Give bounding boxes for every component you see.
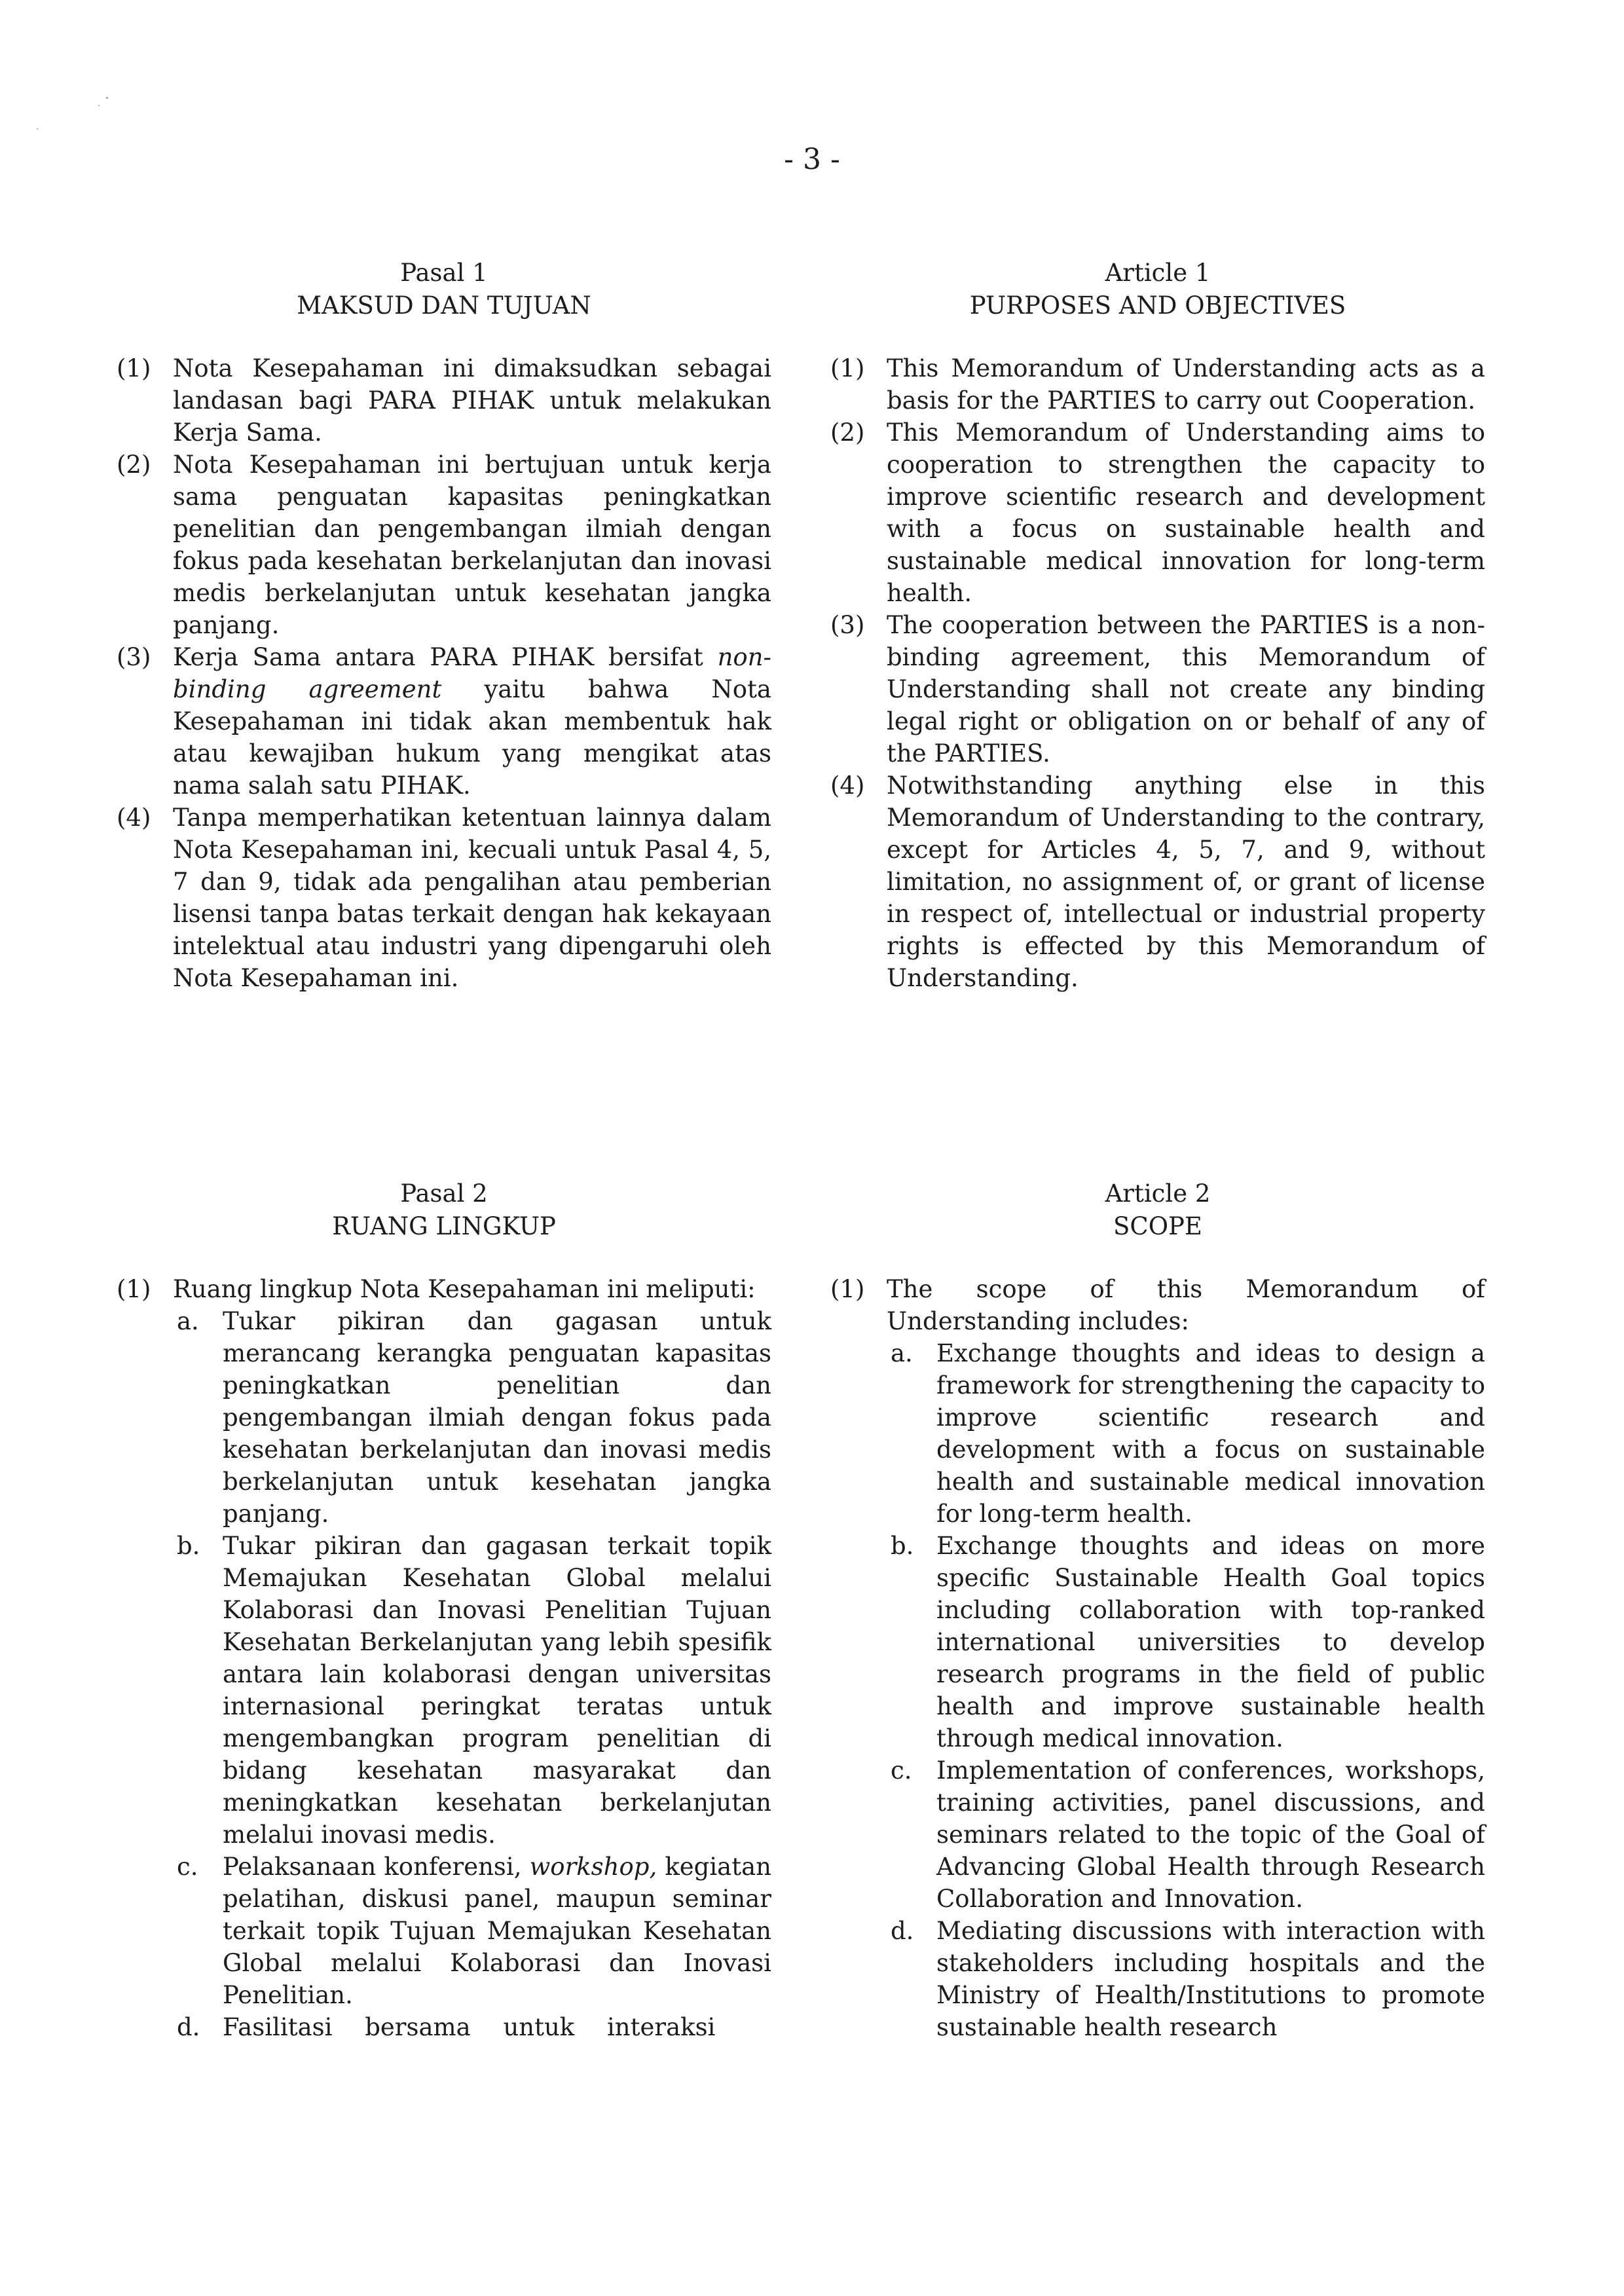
sub-clause-text: Tukar pikiran dan gagasan terkait topik Memajukan Kesehatan Global melalui Kolaborasi dan Inovasi Penelitian Tujuan Kesehatan Berkelanjutan yang lebih spesifik antara lain kolaborasi dengan universitas internasional peringkat teratas untuk mengembangkan program penelitian di bidang kesehatan masyarakat dan meningkatkan kesehatan berkelanjutan melalui inovasi medis.	[223, 1532, 771, 1849]
article-heading	[830, 1177, 1485, 1243]
clause-number: (1)	[117, 354, 151, 382]
article-1-indonesian	[117, 257, 771, 994]
clause-number: (2)	[830, 418, 865, 447]
clause-text: Notwithstanding anything else in this Memorandum of Understanding to the contrary, except for Articles 4, 5, 7, and 9, without limitation, no assignment of, or grant of license in respect of, intellectual or industrial property rights is effected by this Memorandum of Understanding.	[887, 771, 1485, 992]
clause-text: This Memorandum of Understanding aims to cooperation to strengthen the capacity to improve scientific research and development with a focus on sustainable health and sustainable medical innovation for long-term health.	[887, 418, 1485, 607]
sub-clause-letter: b.	[891, 1532, 914, 1560]
clause-text	[173, 641, 771, 802]
article-heading	[117, 257, 771, 322]
clause-number: (3)	[830, 611, 865, 639]
sub-clause	[173, 1851, 771, 2011]
sub-clause-text: Exchange thoughts and ideas to design a framework for strengthening the capacity to improve scientific research and development with a focus on sustainable health and sustainable medical innovation for long-term health.	[936, 1339, 1485, 1528]
article-title: RUANG LINGKUP	[332, 1212, 556, 1240]
article-heading	[830, 257, 1485, 322]
sub-clause-text-part: kegiatan pelatihan, diskusi panel, maupun seminar terkait topik Tujuan Memajukan Kesehatan Global melalui Kolaborasi dan Inovasi Penelitian.	[223, 1853, 771, 2009]
clause-number: (1)	[117, 1275, 151, 1303]
clause	[117, 641, 771, 802]
sub-clause-text-part: Pelaksanaan konferensi,	[223, 1853, 530, 1881]
page-number: - 3 -	[784, 143, 840, 176]
article-label: Pasal 1	[400, 259, 488, 287]
sub-clause	[173, 1305, 771, 1530]
sub-clause-letter: d.	[177, 2013, 200, 2041]
article-2-indonesian	[117, 1177, 771, 2043]
clause-intro: The scope of this Memorandum of Understanding includes:	[887, 1275, 1485, 1335]
clause-text: Nota Kesepahaman ini bertujuan untuk kerja sama penguatan kapasitas peningkatkan penelitian dan pengembangan ilmiah dengan fokus pada kesehatan berkelanjutan dan inovasi medis berkelanjutan untuk kesehatan jangka panjang.	[173, 451, 771, 639]
clause-body	[887, 1273, 1485, 2043]
sub-clause-text: Exchange thoughts and ideas on more specific Sustainable Health Goal topics including collaboration with top-ranked international universities to develop research programs in the field of public health and improve sustainable health through medical innovation.	[936, 1532, 1485, 1752]
clause	[830, 769, 1485, 994]
scan-speck	[106, 97, 108, 99]
sub-clause-letter: a.	[177, 1307, 199, 1335]
article-label: Pasal 2	[400, 1179, 488, 1208]
sub-clause-text-italic: workshop,	[529, 1853, 657, 1881]
clause	[117, 802, 771, 994]
clause	[830, 352, 1485, 417]
clause-number: (4)	[830, 771, 865, 800]
article-heading	[117, 1177, 771, 1243]
clause-number: (1)	[830, 354, 865, 382]
sub-clause	[887, 1915, 1485, 2043]
article-title: MAKSUD DAN TUJUAN	[297, 291, 591, 320]
clause-text-part: Kerja Sama antara PARA PIHAK bersifat	[173, 643, 718, 671]
scan-speck	[37, 128, 38, 130]
sub-clause-letter: a.	[891, 1339, 913, 1367]
sub-clause-letter: c.	[177, 1853, 198, 1881]
sub-clause-letter: b.	[177, 1532, 200, 1560]
clause-body	[173, 1273, 771, 2043]
sub-clause-letter: d.	[891, 1917, 914, 1945]
sub-clause-text: Tukar pikiran dan gagasan untuk merancang kerangka penguatan kapasitas peningkatkan penelitian dan pengembangan ilmiah dengan fokus pada kesehatan berkelanjutan dan inovasi medis berkelanjutan untuk kesehatan jangka panjang.	[223, 1307, 771, 1528]
sub-clause-text	[223, 1851, 771, 2011]
clause-text-part: yaitu bahwa Nota Kesepahaman ini tidak akan membentuk hak atau kewajiban hukum yang mengikat atas nama salah satu PIHAK.	[173, 675, 771, 800]
article-2-english	[830, 1177, 1485, 2043]
clause	[117, 352, 771, 449]
clause-text: Nota Kesepahaman ini dimaksudkan sebagai landasan bagi PARA PIHAK untuk melakukan Kerja Sama.	[173, 354, 771, 447]
sub-clause	[887, 1530, 1485, 1754]
clause	[830, 1273, 1485, 2043]
sub-clause	[887, 1337, 1485, 1530]
clause	[117, 1273, 771, 2043]
clause	[117, 449, 771, 641]
article-1-english	[830, 257, 1485, 994]
clause-number: (2)	[117, 451, 151, 479]
article-title: PURPOSES AND OBJECTIVES	[969, 291, 1346, 320]
article-label: Article 2	[1105, 1179, 1211, 1208]
clause-text: This Memorandum of Understanding acts as a basis for the PARTIES to carry out Cooperation.	[887, 354, 1485, 415]
clause-text: Tanpa memperhatikan ketentuan lainnya dalam Nota Kesepahaman ini, kecuali untuk Pasal 4, 5, 7 dan 9, tidak ada pengalihan atau pemberian lisensi tanpa batas terkait dengan hak kekayaan intelektual atau industri yang dipengaruhi oleh Nota Kesepahaman ini.	[173, 804, 771, 992]
sub-clause-text: Implementation of conferences, workshops, training activities, panel discussions, and seminars related to the topic of the Goal of Advancing Global Health through Research Collaboration and Innovation.	[936, 1756, 1485, 1913]
clause	[830, 417, 1485, 609]
sub-clause	[173, 2011, 771, 2043]
article-title: SCOPE	[1113, 1212, 1202, 1240]
clause-text-italic: non-binding agreement	[173, 643, 771, 703]
clause-number: (1)	[830, 1275, 865, 1303]
clause-intro: Ruang lingkup Nota Kesepahaman ini meliputi:	[173, 1275, 756, 1303]
sub-clause-text: Mediating discussions with interaction with stakeholders including hospitals and the Ministry of Health/Institutions to promote sustainable health research	[936, 1917, 1485, 2041]
sub-clause-letter: c.	[891, 1756, 912, 1785]
sub-clause	[887, 1754, 1485, 1915]
sub-clause	[173, 1530, 771, 1851]
clause-text: The cooperation between the PARTIES is a non-binding agreement, this Memorandum of Understanding shall not create any binding legal right or obligation on or behalf of any of the PARTIES.	[887, 611, 1485, 768]
article-label: Article 1	[1105, 259, 1211, 287]
clause-number: (3)	[117, 643, 151, 671]
clause-number: (4)	[117, 804, 151, 832]
clause	[830, 609, 1485, 769]
scan-speck	[98, 105, 100, 106]
sub-clause-text: Fasilitasi bersama untuk interaksi	[223, 2013, 716, 2041]
